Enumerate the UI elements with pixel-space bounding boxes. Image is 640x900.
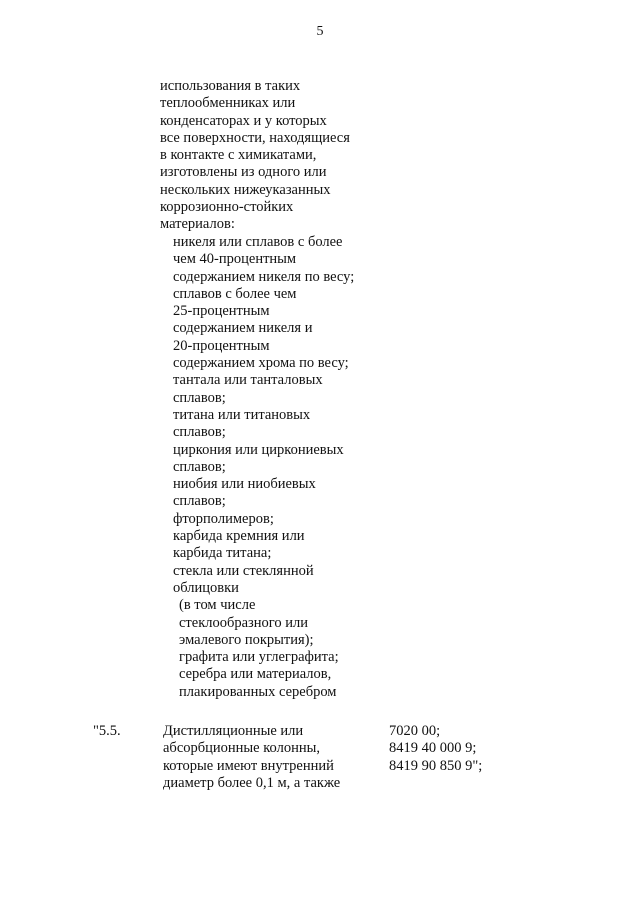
text-line: изготовлены из одного или bbox=[160, 164, 327, 181]
item-text-line: абсорбционные колонны, bbox=[163, 740, 320, 757]
material-line: плакированных серебром bbox=[179, 683, 337, 700]
material-line: никеля или сплавов с более bbox=[173, 234, 343, 250]
item-codes bbox=[389, 723, 482, 775]
text-line: конденсаторах и у которых bbox=[160, 112, 327, 129]
material-line: стеклообразного или bbox=[179, 614, 309, 631]
item-number: "5.5. bbox=[93, 723, 121, 739]
material-line: содержанием никеля по весу; bbox=[173, 268, 355, 285]
material-line: сплавов с более чем bbox=[173, 285, 297, 302]
material-line: серебра или материалов, bbox=[179, 666, 332, 683]
material-line: сплавов; bbox=[173, 424, 226, 441]
materials-list bbox=[173, 234, 354, 701]
material-line: циркония или циркониевых bbox=[173, 441, 344, 458]
material-line: карбида титана; bbox=[173, 545, 272, 562]
item-code: 8419 90 850 9"; bbox=[389, 757, 483, 774]
text-line: использования в таких bbox=[160, 78, 301, 94]
item-text-line: которые имеют внутренний bbox=[163, 757, 334, 774]
text-line: в контакте с химикатами, bbox=[160, 147, 317, 164]
material-line: стекла или стеклянной bbox=[173, 562, 314, 579]
material-line: карбида кремния или bbox=[173, 528, 305, 545]
item-text-line: диаметр более 0,1 м, а также bbox=[163, 774, 341, 791]
text-line: нескольких нижеуказанных bbox=[160, 181, 331, 198]
intro-paragraph bbox=[160, 78, 350, 234]
item-code: 7020 00; bbox=[389, 723, 441, 739]
material-line: сплавов; bbox=[173, 493, 226, 510]
item-code: 8419 40 000 9; bbox=[389, 740, 477, 757]
material-line: тантала или танталовых bbox=[173, 372, 323, 389]
material-line: содержанием хрома по весу; bbox=[173, 355, 349, 372]
material-line: фторполимеров; bbox=[173, 510, 274, 527]
text-line: коррозионно-стойких bbox=[160, 199, 294, 216]
material-line: сплавов; bbox=[173, 389, 226, 406]
text-line: все поверхности, находящиеся bbox=[160, 129, 350, 146]
page-number: 5 bbox=[316, 24, 324, 39]
material-line: чем 40-процентным bbox=[173, 251, 297, 268]
item-description bbox=[163, 723, 340, 792]
material-line: графита или углеграфита; bbox=[179, 649, 339, 666]
material-line: облицовки bbox=[173, 579, 239, 596]
text-line: материалов: bbox=[160, 216, 235, 233]
text-line: теплообменниках или bbox=[160, 95, 296, 112]
material-line: содержанием никеля и bbox=[173, 320, 313, 337]
material-line: сплавов; bbox=[173, 458, 226, 475]
material-line: ниобия или ниобиевых bbox=[173, 476, 316, 493]
material-line: (в том числе bbox=[179, 597, 256, 614]
material-line: 25-процентным bbox=[173, 303, 270, 320]
material-line: 20-процентным bbox=[173, 337, 270, 354]
item-text-line: Дистилляционные или bbox=[163, 723, 304, 739]
material-line: титана или титановых bbox=[173, 406, 311, 423]
material-line: эмалевого покрытия); bbox=[179, 631, 314, 648]
